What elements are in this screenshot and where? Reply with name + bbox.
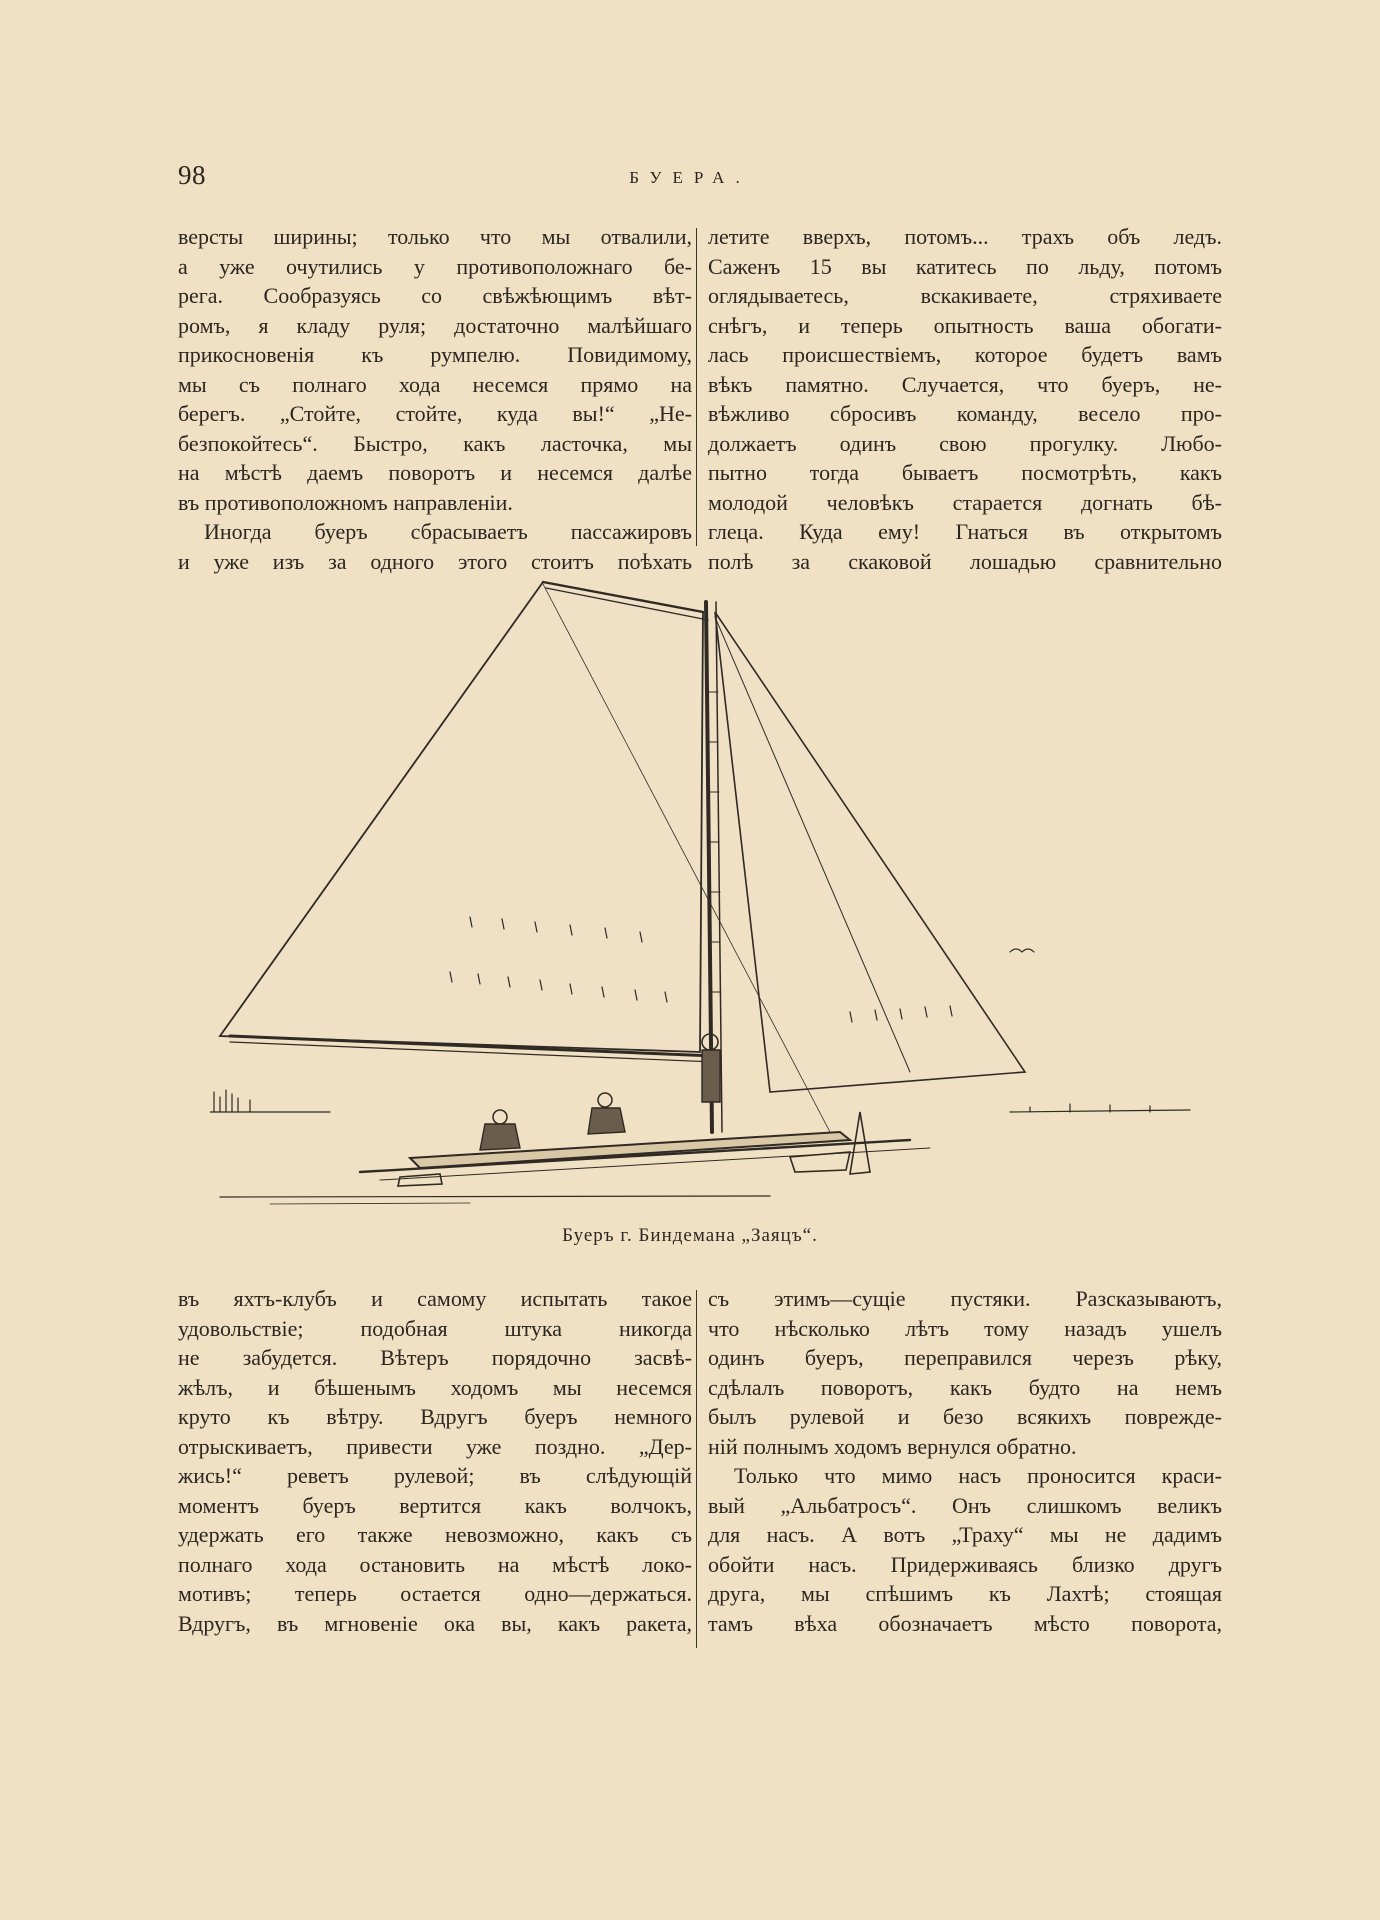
text-line: сдѣлалъ поворотъ, какъ будто на немъ	[708, 1374, 1222, 1400]
text-line: мотивъ; теперь остается одно—держаться.	[178, 1581, 692, 1606]
text-line: и уже изъ за одного этого стоитъ поѣхать	[178, 548, 692, 574]
text-line: глеца. Куда ему! Гнаться въ открытомъ	[708, 519, 1222, 544]
text-line: обойти насъ. Придерживаясь близко другъ	[708, 1551, 1222, 1577]
text-line: ромъ, я кладу руля; достаточно малѣйшаго	[178, 312, 692, 338]
text-line: жѣлъ, и бѣшенымъ ходомъ мы несемся	[178, 1374, 692, 1400]
text-line: ній полнымъ ходомъ вернулся обратно.	[708, 1433, 1077, 1459]
text-line: Иногда буеръ сбрасываетъ пассажировъ	[204, 519, 692, 544]
text-line: безпокойтесь“. Быстро, какъ ласточка, мы	[178, 430, 692, 456]
text-line: тамъ вѣха обозначаетъ мѣсто поворота,	[708, 1610, 1222, 1636]
text-line: отрыскиваетъ, привести уже поздно. „Дер-	[178, 1433, 692, 1459]
figure-caption: Буеръ г. Биндемана „Заяцъ“.	[562, 1225, 818, 1246]
text-line: въ яхтъ-клубъ и самому испытать такое	[178, 1286, 692, 1311]
text-line: для насъ. А вотъ „Траху“ мы не дадимъ	[708, 1522, 1222, 1547]
running-title: БУЕРА.	[629, 168, 751, 187]
text-line: былъ рулевой и безо всякихъ поврежде-	[708, 1404, 1222, 1429]
text-line: пытно тогда бываетъ посмотрѣть, какъ	[708, 460, 1222, 485]
column-rule-bottom	[696, 1290, 697, 1648]
jib	[715, 612, 1025, 1092]
text-line: Вдругъ, въ мгновеніе ока вы, какъ ракета,	[178, 1610, 692, 1636]
text-line: удовольствіе; подобная штука никогда	[178, 1315, 692, 1341]
text-line: въ противоположномъ направленіи.	[178, 489, 513, 515]
text-line: рега. Сообразуясь со свѣжѣющимъ вѣт-	[178, 283, 692, 308]
column-rule-top	[696, 228, 697, 546]
text-line: берегъ. „Стойте, стойте, куда вы!“ „Не-	[178, 401, 692, 426]
text-line: одинъ буеръ, переправился черезъ рѣку,	[708, 1345, 1222, 1370]
text-line: что нѣсколько лѣтъ тому назадъ ушелъ	[708, 1315, 1222, 1341]
text-line: полнаго хода остановить на мѣстѣ локо-	[178, 1551, 692, 1577]
text-column-bottom-right	[708, 1284, 1222, 1638]
text-line: вѣжливо сбросивъ команду, весело про-	[708, 401, 1222, 426]
text-line: Саженъ 15 вы катитесь по льду, потомъ	[708, 253, 1222, 279]
text-line: на мѣстѣ даемъ поворотъ и несемся далѣе	[178, 460, 692, 485]
text-line: лась происшествіемъ, которое будетъ вамъ	[708, 342, 1222, 367]
text-line: версты ширины; только что мы отвалили,	[178, 224, 692, 249]
text-line: друга, мы спѣшимъ къ Лахтѣ; стоящая	[708, 1581, 1222, 1606]
crew-figure	[598, 1093, 612, 1107]
text-line: оглядываетесь, вскакиваете, стряхиваете	[708, 283, 1222, 308]
text-line: съ этимъ—сущіе пустяки. Разсказываютъ,	[708, 1286, 1222, 1311]
text-line: мы съ полнаго хода несемся прямо на	[178, 371, 692, 397]
text-column-top-right	[708, 222, 1222, 576]
crew-figure	[493, 1110, 507, 1124]
text-line: не забудется. Вѣтеръ порядочно засвѣ-	[178, 1345, 692, 1370]
text-line: а уже очутились у противоположнаго бе-	[178, 253, 692, 279]
text-column-top-left	[178, 222, 692, 576]
ice-yacht-illustration	[210, 572, 1200, 1212]
text-line: жись!“ реветъ рулевой; въ слѣдующій	[178, 1463, 692, 1488]
text-line: снѣгъ, и теперь опытность ваша обогати-	[708, 312, 1222, 338]
text-line: должаетъ одинъ свою прогулку. Любо-	[708, 430, 1222, 456]
text-column-bottom-left	[178, 1284, 692, 1638]
text-line: вѣкъ памятно. Случается, что буеръ, не-	[708, 371, 1222, 397]
text-line: полѣ за скаковой лошадью сравнительно	[708, 548, 1222, 574]
text-line: молодой человѣкъ старается догнать бѣ-	[708, 489, 1222, 515]
text-line: круто къ вѣтру. Вдругъ буеръ немного	[178, 1404, 692, 1429]
text-line: удержать его также невозможно, какъ съ	[178, 1522, 692, 1547]
text-line: вый „Альбатросъ“. Онъ слишкомъ великъ	[708, 1492, 1222, 1518]
hull	[410, 1132, 850, 1168]
page-number: 98	[178, 160, 206, 190]
text-line: летите вверхъ, потомъ... трахъ объ ледъ.	[708, 224, 1222, 249]
mainsail	[220, 582, 703, 1052]
text-line: моментъ буеръ вертится какъ волчокъ,	[178, 1492, 692, 1518]
text-line: Только что мимо насъ проносится краси-	[734, 1463, 1222, 1488]
text-line: прикосновенія къ румпелю. Повидимому,	[178, 342, 692, 367]
